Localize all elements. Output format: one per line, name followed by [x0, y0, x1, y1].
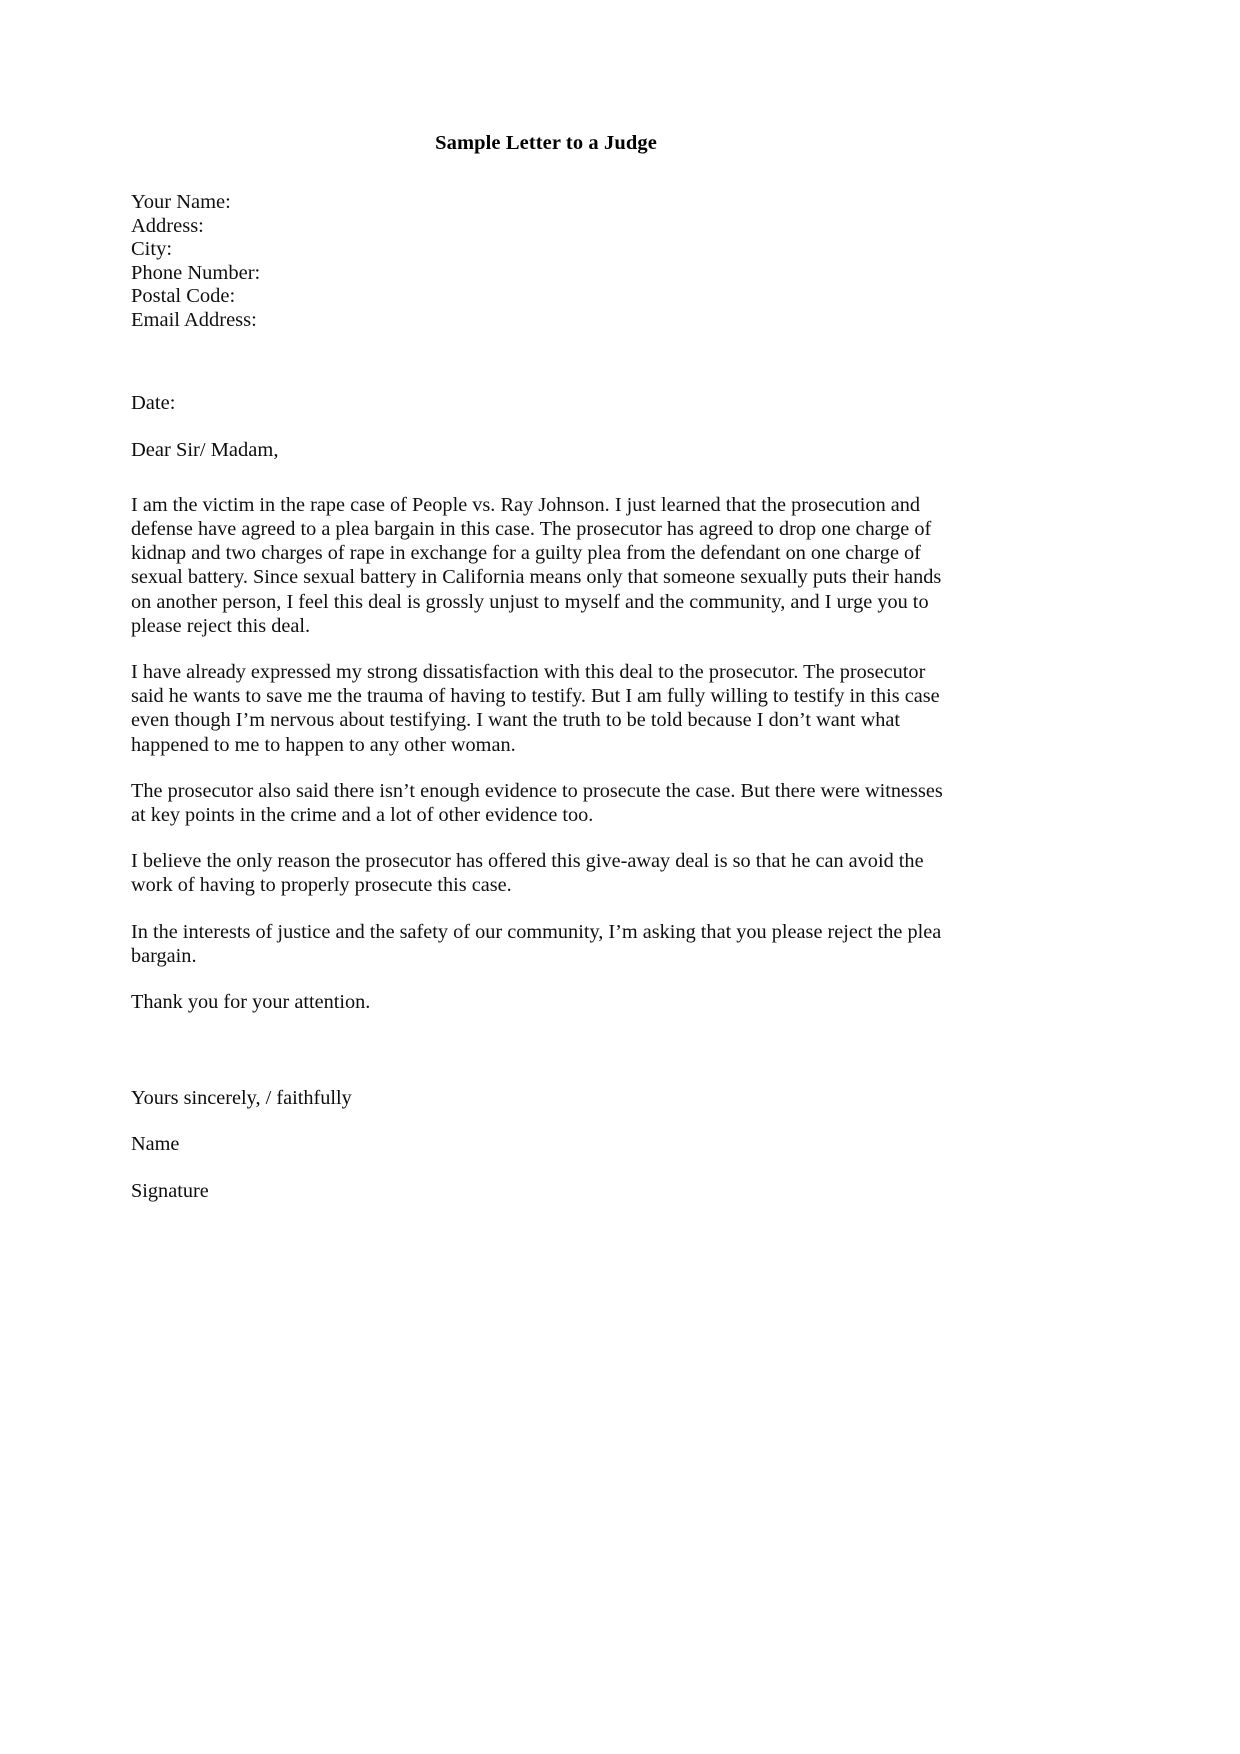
- closing-salutation: Yours sincerely, / faithfully: [131, 1087, 352, 1110]
- sender-field-your-name: Your Name:: [131, 191, 231, 213]
- sender-field-city: City:: [131, 238, 173, 261]
- sender-field-postal-code: Postal Code:: [131, 285, 236, 308]
- body-paragraph-3: The prosecutor also said there isn’t enough evidence to prosecute the case. But there were witnesses at key points in the crime and a lot of other evidence too.: [131, 779, 943, 826]
- page-title: Sample Letter to a Judge: [435, 132, 657, 154]
- sender-field-address: Address:: [131, 214, 204, 237]
- body-paragraph-4: I believe the only reason the prosecutor has offered this give-away deal is so that he can avoid the work of having to properly prosecute this case.: [131, 850, 924, 897]
- closing-name-label: Name: [131, 1133, 180, 1156]
- sender-field-phone-number: Phone Number:: [131, 261, 261, 284]
- body-paragraph-2: I have already expressed my strong dissatisfaction with this deal to the prosecutor. The prosecutor said he wants to save me the trauma of having to testify. But I am fully willing to testify in this case even though I’m nervous about testifying. I want the truth to be told because I don’t want what happened to me to happen to any other woman.: [131, 660, 940, 756]
- body-paragraph-1: I am the victim in the rape case of People vs. Ray Johnson. I just learned that the prosecution and defense have agreed to a plea bargain in this case. The prosecutor has agreed to drop one charge of kidnap and two charges of rape in exchange for a guilty plea from the defendant on one charge of sexual battery. Since sexual battery in California means only that someone sexually puts their hands on another person, I feel this deal is grossly unjust to myself and the community, and I urge you to please reject this deal.: [131, 493, 942, 637]
- date-label: Date:: [131, 391, 176, 414]
- closing-thanks: Thank you for your attention.: [131, 991, 371, 1013]
- sender-field-email-address: Email Address:: [131, 308, 257, 331]
- letter-content: [131, 0, 961, 1203]
- sender-details-block: [131, 191, 961, 333]
- salutation: Dear Sir/ Madam,: [131, 439, 279, 462]
- signature-block: [131, 1086, 961, 1203]
- body-paragraph-5: In the interests of justice and the safety of our community, I’m asking that you please reject the plea bargain.: [131, 920, 942, 967]
- letter-body: [131, 493, 961, 1014]
- closing-signature-label: Signature: [131, 1179, 209, 1202]
